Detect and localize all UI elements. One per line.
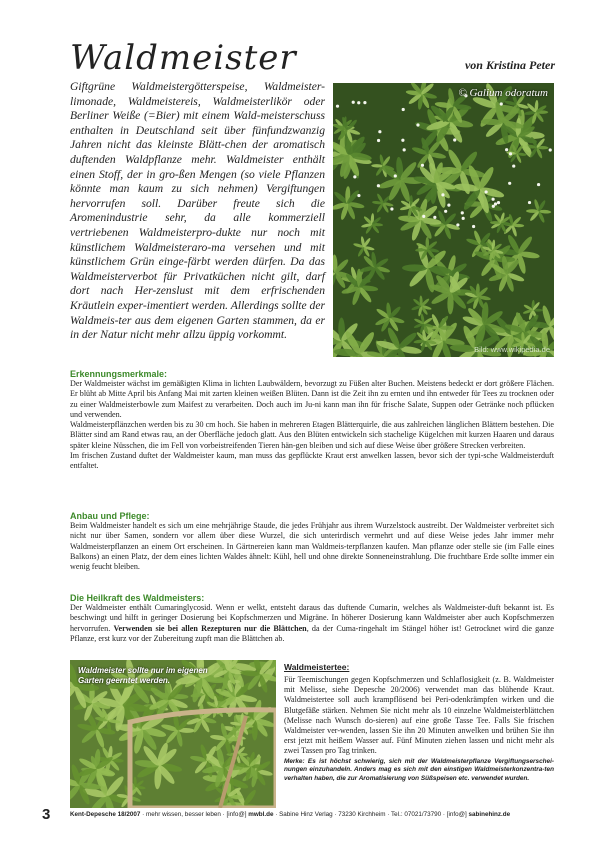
photo-caption: © Galium odoratum (458, 87, 548, 99)
page-title: Waldmeister (70, 38, 297, 78)
section-heading: Anbau und Pflege: (70, 511, 150, 521)
author-byline: von Kristina Peter (464, 58, 555, 72)
photo-caption: Waldmeister sollte nur im eigenen Garten geerntet werden. (78, 666, 208, 685)
photo-credit: Bild: www.wikipedia.de (474, 345, 550, 354)
section-paragraph: Im frischen Zustand duftet der Waldmeister kaum, man muss das gepflückte Kraut erst anwelken lassen, bevor sich der typi-sche Waldmeisterduft entfaltet. (70, 451, 554, 471)
section-heading: Erkennungsmerkmale: (70, 369, 168, 379)
section-heading: Die Heilkraft des Waldmeisters: (70, 593, 205, 603)
section-cultivation (70, 511, 554, 572)
tea-note: Merke: Es ist höchst schwierig, sich mit der Waldmeisterpflanze Vergiftungserschei-nungen einzuhandeln. Anders mag es sich mit den einstigen Waldmeisterkonzentra-ten verhalten haben, die zur Aromatisierung von Süßspeisen etc. verwendet wurden. (284, 757, 554, 782)
woodruff-photo (333, 83, 554, 357)
section-paragraph: Der Waldmeister wächst im gemäßigten Klima in lichten Laubwäldern, bevorzugt zu Füßen alter Buchen. Meistens bedeckt er dort größere Flächen. Er blüht ab Mitte April bis Anfang Mai mit zarten kleinen weißen Blüten. Dann ist die Zeit ihn zu ernten und ihn entweder für Tees zu trocknen oder zu einer Waldmeisterbowle zum Maifest zu verarbeiten. Doch auch im Ju-ni kann man ihn für frische Salate, Suppen oder Getränke noch pflücken und verwenden. (70, 379, 554, 419)
tea-paragraph: Für Teemischungen gegen Kopfschmerzen und Schlaflosigkeit (z. B. Waldmeister mit Melisse, siehe Depesche 20/2006) verwendet man das blühende Kraut. Waldmeistertee soll auch krampflösend bei Peri-odenkrämpfen wirken und die Blutgefäße stärken. Nehmen Sie nicht mehr als 10 einzelne Waldmeisterblättchen (Melisse nach Wunsch do-sieren) auf eine große Tasse Tee. Falls Sie frischen Waldmeister ver-wenden, lassen Sie ihn 20 Minuten anwelken und brühen Sie ihn erst jetzt mit heißem Wasser auf. Fünf Minuten ziehen lassen und nicht mehr als zwei Tassen pro Tag trinken. (284, 675, 554, 756)
section-paragraph: Waldmeisterpflänzchen werden bis zu 30 cm hoch. Sie haben in mehreren Etagen Blätterquirle, die aus zahlreichen länglichen Blättern bestehen. Die Blätter sind am Rand etwas rau, an der Oberfläche jedoch glatt. Aus den Blüten entwickeln sich stachelige Kügelchen mit kurzen Haaren und daraus später kleine Nüsschen, die im Fell von vorbeistreifenden Tieren hän-gen bleiben und sich auf diese Weise über größere Strecken verbreiten. (70, 420, 554, 450)
tea-section (284, 662, 554, 783)
page-number: 3 (42, 806, 51, 823)
section-paragraph: Beim Waldmeister handelt es sich um eine mehrjährige Staude, die jedes Frühjahr aus ihrem Wurzelstock austreibt. Der Waldmeister verbreitet sich nicht nur über Samen, sondern vor allem über diese Wurzel, die sich unterirdisch vermehrt und auf diese Weise jedes Jahr immer mehr Waldmeisterpflanzen an einem Ort erscheinen. In Gärtnereien kann man Waldmeis-terpflanzen kaufen. Man pflanze oder stelle sie (im Falle eines Balkons) an einen Platz, der dem eines lichten Waldes ähnelt: Kühl, hell und ohne direkte Sonneneinstrahlung. Die fruchtbare Erde sollte immer ein wenig feucht bleiben. (70, 521, 554, 572)
section-paragraph: Der Waldmeister enthält Cumaringlycosid. Wenn er welkt, entsteht daraus das duftende Cumarin, welches als Waldmeister-duft bekannt ist. Es beschwingt und hilft in geringer Dosierung bei Kopfschmerzen und Migräne. In höherer Dosierung kann Waldmeister aber auch Kopfschmerzen hervorrufen. Verwenden sie bei allen Rezepturen nur die Blättchen, da der Cuma-ringehalt im Stängel höher ist! Getrocknet wird die ganze Pflanze, erst kurz vor der Zubereitung zupft man die Blättchen ab. (70, 603, 554, 643)
page-footer: Kent-Depesche 18/2007 · mehr wissen, besser leben · [info@] mwbl.de · Sabine Hinz Verlag · 73230 Kirchheim · Tel.: 07021/73790 · [info@] sabinehinz.de (70, 811, 511, 818)
intro-paragraph: Giftgrüne Waldmeistergötterspeise, Waldmeister-limonade, Waldmeistereis, Waldmeisterlikör oder Berliner Weiße (=Bier) mit einem Wald-meisterschuss enthalten in Deutschland seit über fünfundzwanzig Jahren nicht das kleinste Blätt-chen der aromatisch duftenden Waldpflanze mehr. Waldmeister enthält einen Stoff, der in gro-ßen Mengen (so viele Pflanzen könnte man kaum zu sich nehmen) Vergiftungen hervorrufen soll. Darüber freute sich die Aromenindustrie sehr, da alle kommerziell vertriebenen Waldmeisterpro-dukte nur noch mit künstlichem Waldmeisteraro-ma versehen und mit künstlichem Grün einge-färbt werden dürfen. Da das Waldmeisterverbot für Privatküchen nicht gilt, darf dort nach Her-zenslust mit dem erfrischenden Kräutlein exper-imentiert werden. Allerdings sollte der Waldmeis-ter aus dem eigenen Garten stammen, da er in der Natur nicht mehr allzu üppig vorkommt. (70, 80, 326, 342)
section-healing (70, 593, 554, 644)
garden-photo (70, 660, 276, 808)
section-recognition (70, 369, 554, 472)
tea-heading: Waldmeistertee: (284, 662, 350, 672)
